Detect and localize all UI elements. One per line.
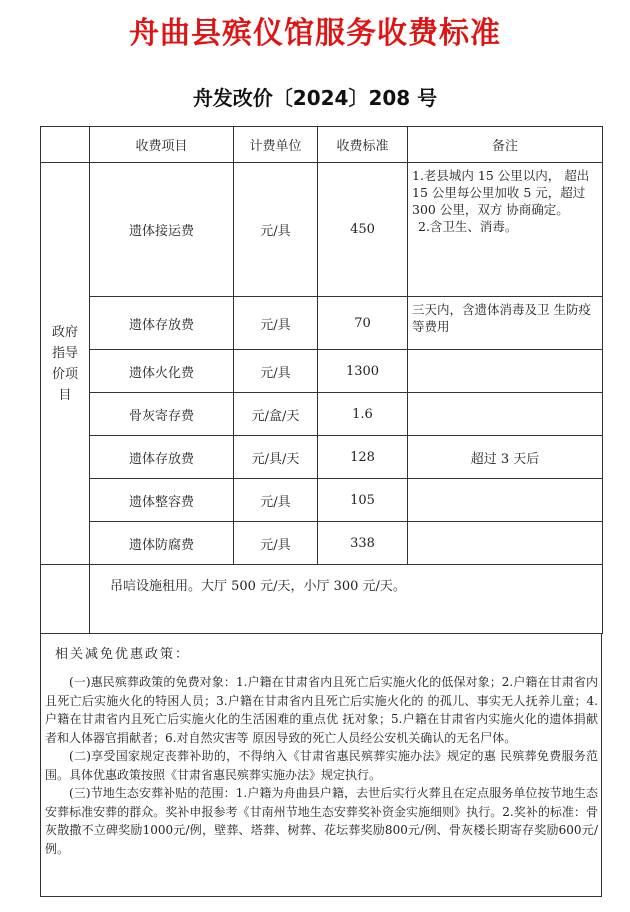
table-header-row (41, 127, 603, 163)
fee-table (40, 126, 603, 634)
price-cell: 450 (318, 163, 408, 297)
policy-body (45, 673, 598, 858)
price-cell: 338 (318, 522, 408, 565)
item-cell: 遗体防腐费 (90, 522, 234, 565)
policy-paragraph: (一)惠民殡葬政策的免费对象：1.户籍在甘肃省内且死亡后实施火化的低保对象；2.户籍在甘肃省内且死亡后实施火化的特困人员；3.户籍在甘肃省内且死亡后实施火化的 的孤儿、事实无人抚养儿童；4.户籍在甘肃省内且死亡后实施火化的生活困难的重点优 抚对象；5.户籍在甘肃省内实施火化的遗体捐献者和人体器官捐献者；6.对自然灾害等 原因导致的死亡人员经公安机关确认的无名尸体。 (45, 675, 598, 745)
item-cell: 骨灰寄存费 (90, 393, 234, 436)
note-line: 2.含卫生、消毒。 (418, 219, 518, 234)
note-cell (408, 522, 603, 565)
col-header-unit: 计费单位 (234, 127, 318, 163)
table-row-rental (41, 565, 603, 634)
unit-cell: 元/具 (234, 163, 318, 297)
unit-cell: 元/具/天 (234, 436, 318, 479)
table-row (41, 479, 603, 522)
note-line: 1.老县城内 15 公里以内， 超出 15 公里每公里加收 5 元，超过 300 公里，双方 协商确定。 (412, 168, 590, 217)
table-row (41, 393, 603, 436)
table-row (41, 522, 603, 565)
unit-cell: 元/具 (234, 297, 318, 350)
note-cell (408, 163, 603, 297)
table-corner-cell (41, 127, 90, 163)
item-cell: 遗体存放费 (90, 297, 234, 350)
page-title: 舟曲县殡仪馆服务收费标准 (129, 16, 501, 51)
category-cell: 政府指导价项目 (41, 163, 90, 565)
item-cell: 遗体火化费 (90, 350, 234, 393)
note-line: 超过 3 天后 (470, 451, 540, 467)
policy-paragraph: (二)享受国家规定丧葬补助的，不得纳入《甘肃省惠民殡葬实施办法》规定的惠 民殡葬免费服务范围。具体优惠政策按照《甘肃省惠民殡葬实施办法》规定执行。 (45, 749, 598, 782)
price-cell: 1.6 (318, 393, 408, 436)
policy-heading: 相关减免优惠政策： (55, 647, 191, 662)
price-cell: 105 (318, 479, 408, 522)
unit-cell: 元/具 (234, 479, 318, 522)
document-number: 舟发改价〔2024〕208 号 (192, 86, 438, 110)
note-cell (408, 436, 603, 479)
col-header-note: 备注 (408, 127, 603, 163)
unit-cell: 元/具 (234, 522, 318, 565)
table-row (41, 297, 603, 350)
price-cell: 1300 (318, 350, 408, 393)
item-cell: 遗体接运费 (90, 163, 234, 297)
price-cell: 70 (318, 297, 408, 350)
table-row (41, 436, 603, 479)
note-cell (408, 297, 603, 350)
policy-section (40, 633, 602, 897)
policy-paragraph: (三)节地生态安葬补贴的范围：1.户籍为舟曲县户籍，去世后实行火葬且在定点服务单位按节地生态安葬标准安葬的群众。奖补申报参考《甘南州节地生态安葬奖补资金实施细则》执行。2.奖补的标准：骨灰散撒不立碑奖励1000元/例，壁葬、塔葬、树葬、花坛葬奖励800元/例、骨灰楼长期寄存奖励600元/例。 (45, 786, 598, 856)
col-header-price: 收费标准 (318, 127, 408, 163)
col-header-item: 收费项目 (90, 127, 234, 163)
item-cell: 遗体存放费 (90, 436, 234, 479)
item-cell: 遗体整容费 (90, 479, 234, 522)
unit-cell: 元/具 (234, 350, 318, 393)
note-line: 三天内，含遗体消毒及卫 生防疫等费用 (412, 302, 591, 334)
category-cell-empty (41, 565, 90, 634)
table-row (41, 163, 603, 297)
rental-note: 吊唁设施租用。大厅 500 元/天，小厅 300 元/天。 (90, 565, 603, 634)
unit-cell: 元/盒/天 (234, 393, 318, 436)
note-cell (408, 393, 603, 436)
price-cell: 128 (318, 436, 408, 479)
note-cell (408, 350, 603, 393)
table-row (41, 350, 603, 393)
note-cell (408, 479, 603, 522)
